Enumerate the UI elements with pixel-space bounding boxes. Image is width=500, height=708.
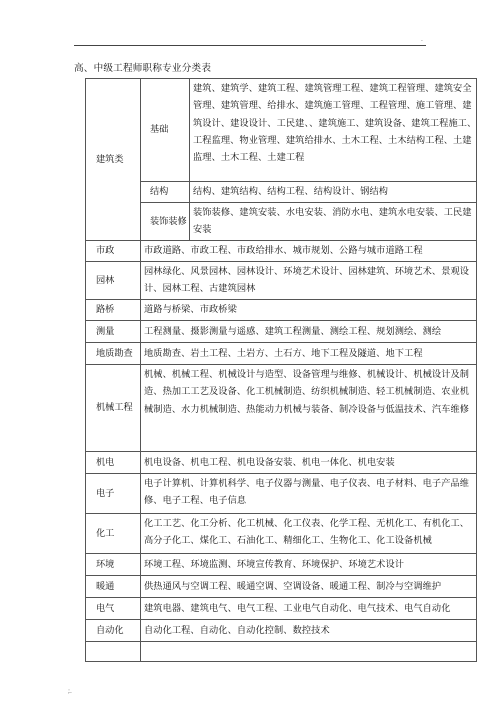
category-row [85,261,140,299]
content-jichu: 建筑、建筑学、建筑工程、建筑管理工程、建筑工程管理、建筑安全管理、建筑管理、给排水、建筑施工管理、工程管理、施工管理、建筑设计、建设设计、工民建、、建筑施工、建筑设备、建筑工程施工、工程监理、物业管理、建筑给排水、土木工程、土木结构工程、土建监理、土木工程、土建工程 [189,78,477,181]
content-row: 园林绿化、风景园林、园林设计、环境艺术设计、园林建筑、环境艺术、景观设计、园林工程、古建筑园林 [140,261,477,299]
empty-cell [85,641,140,662]
classification-table [85,78,477,662]
category-row [85,575,140,597]
category-label: 机械工程 [96,402,133,414]
header-mark: . [421,36,423,43]
content-row: 市政道路、市政工程、市政给排水、城市规划、公路与城市道路工程 [140,240,477,261]
category-label: 环境 [96,558,115,570]
category-row [85,299,140,320]
category-label: 暖通 [96,580,115,592]
empty-cell [140,641,477,662]
category-label: 化工 [96,527,115,539]
subcategory-label: 结构 [150,186,169,198]
content-row: 建筑电器、建筑电气、电气工程、工业电气自动化、电气技术、电气自动化 [140,597,477,619]
subcategory-zhuangshi [140,202,189,240]
header-rule [74,45,426,46]
subcategory-label: 基础 [150,124,169,136]
content-row: 电子计算机、计算机科学、电子仪器与测量、电子仪表、电子材料、电子产品维修、电子工程、电子信息 [140,473,477,513]
content-jiegou: 结构、建筑结构、结构工程、结构设计、钢结构 [189,181,477,202]
page-title: 高、中级工程师职称专业分类表 [74,63,212,74]
content-row: 供热通风与空调工程、暖通空调、空调设备、暖通工程、制冷与空调维护 [140,575,477,597]
category-label: 机电 [96,456,115,468]
category-label: 电气 [96,602,115,614]
category-row [85,473,140,513]
category-row [85,513,140,553]
content-row: 自动化工程、自动化、自动化控制、数控技术 [140,619,477,641]
category-row [85,597,140,619]
category-label: 自动化 [96,624,124,636]
content-row: 机械、机械工程、机械设计与造型、设备管理与维修、机械设计、机械设计及制造、热加工工艺及设备、化工机械制造、纺织机械制造、轻工机械制造、农业机械制造、水力机械制造、热能动力机械与装备、制冷设备与低温技术、汽车维修 [140,364,477,451]
content-row: 机电设备、机电工程、机电设备安装、机电一体化、机电安装 [140,451,477,473]
content-row: 工程测量、摄影测量与遥感、建筑工程测量、测绘工程、规划测绘、测绘 [140,320,477,342]
category-jianzhu [85,78,140,240]
category-label: 地质勘查 [96,347,133,359]
category-row [85,619,140,641]
subcategory-label: 装饰装修 [150,215,187,227]
category-row [85,364,140,451]
content-row: 地质勘查、岩土工程、土岩方、土石方、地下工程及隧道、地下工程 [140,342,477,364]
category-row [85,342,140,364]
subcategory-jiegou [140,181,189,202]
subcategory-jichu [140,78,189,181]
content-row: 化工工艺、化工分析、化工机械、化工仪表、化学工程、无机化工、有机化工、高分子化工、煤化工、石油化工、精细化工、生物化工、化工设备机械 [140,513,477,553]
category-label: 市政 [96,245,115,257]
category-label: 建筑类 [96,153,124,165]
category-label: 电子 [96,487,115,499]
table-border-right [476,78,477,662]
content-row: 道路与桥梁、市政桥梁 [140,299,477,320]
category-row [85,553,140,575]
footer-mark: ;. [68,688,72,695]
category-label: 路桥 [96,304,115,316]
content-zhuangshi: 装饰装修、建筑安装、水电安装、消防水电、建筑水电安装、工民建安装 [189,202,477,240]
category-row [85,451,140,473]
category-row [85,320,140,342]
category-row [85,240,140,261]
table-border-bottom [85,661,477,662]
category-label: 园林 [96,274,115,286]
category-label: 测量 [96,325,115,337]
content-row: 环境工程、环境监测、环境宣传教育、环境保护、环境艺术设计 [140,553,477,575]
